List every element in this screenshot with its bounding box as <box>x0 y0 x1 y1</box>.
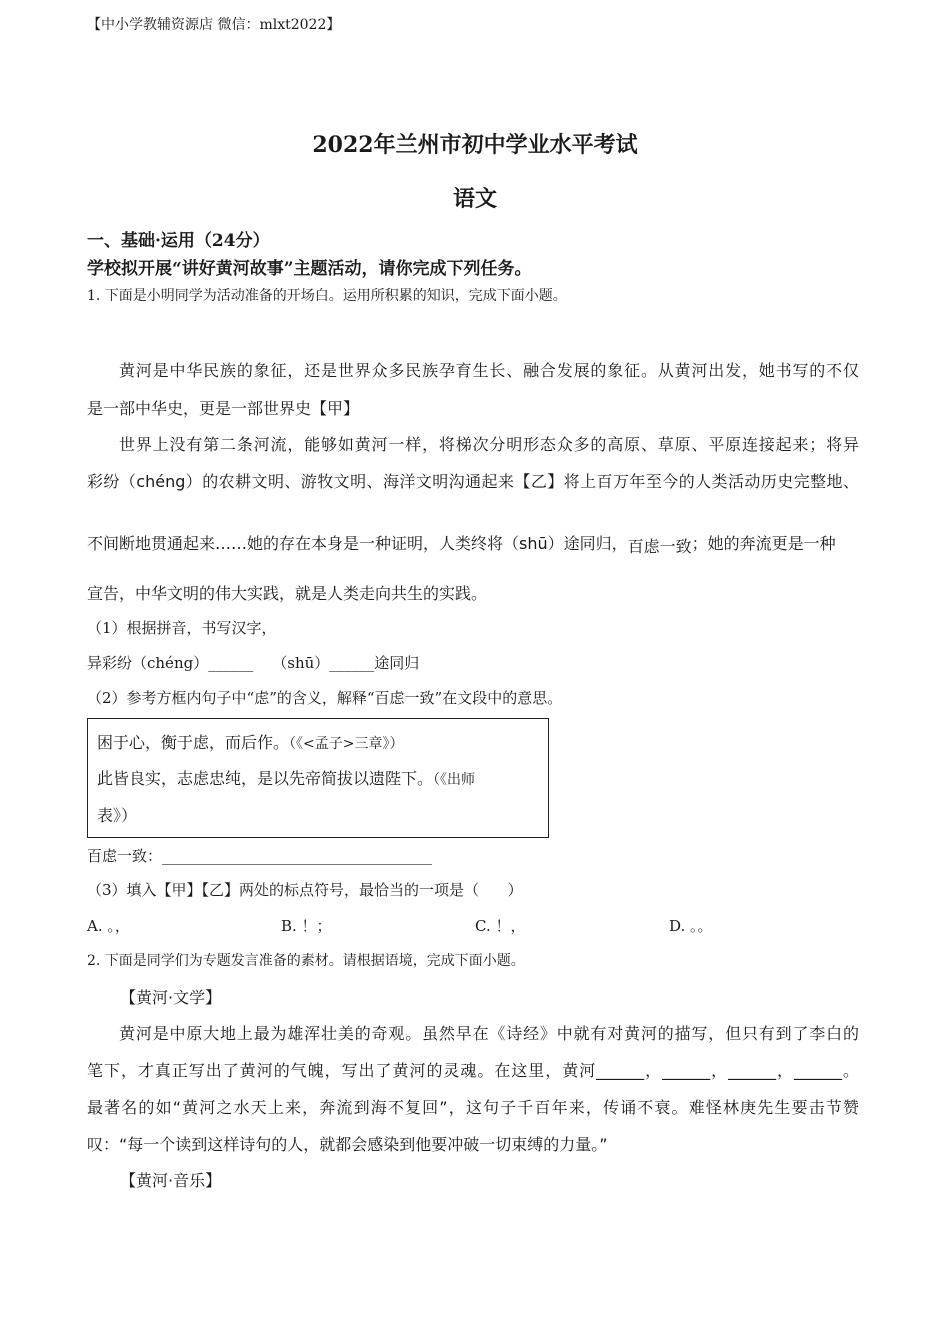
passage-line: 宣告，中华文明的伟大实践，就是人类走向共生的实践。 <box>87 584 488 603</box>
sub-question-1-answer: 异彩纷（chéng）______ （shū）______途同归 <box>87 654 420 672</box>
option-c[interactable]: C. ！， <box>475 917 526 935</box>
reference-source: （《<孟子>三章》） <box>289 736 404 752</box>
sub-question-2-answer: 百虑一致：____________________________________ <box>87 847 433 865</box>
section-heading: 一、基础·运用（24分） <box>87 231 270 251</box>
task-statement: 学校拟开展“讲好黄河故事”主题活动，请你完成下列任务。 <box>87 259 532 279</box>
section-literature-heading: 【黄河·文学】 <box>120 988 222 1007</box>
option-d[interactable]: D. 。。 <box>669 917 713 935</box>
passage-line: 彩纷（chéng）的农耕文明、游牧文明、海洋文明沟通起来【乙】将上百万年至今的人类活动历史完整地、 <box>87 472 859 491</box>
passage-segment: ；她的奔流更是一种 <box>691 534 836 553</box>
section-music-heading: 【黄河·音乐】 <box>120 1171 222 1190</box>
reference-box <box>87 718 549 838</box>
subject-title: 语文 <box>452 186 497 212</box>
reference-text: 困于心，衡于虑，而后作。 <box>97 733 290 752</box>
passage-line: 黄河是中华民族的象征，还是世界众多民族孕育生长、融合发展的象征。从黄河出发，她书写的不仅 <box>119 361 859 380</box>
passage-segment: 不间断地贯通起来……她的存在本身是一种证明，人类终将（shū）途同归， <box>87 534 628 553</box>
passage-line: 是一部中华史，更是一部世界史【甲】 <box>87 399 360 418</box>
reference-text: 此皆良实，志虑忠纯，是以先帝简拔以遗陛下。 <box>97 769 434 788</box>
passage-line: 世界上没有第二条河流，能够如黄河一样，将梯次分明形态众多的高原、草原、平原连接起来；将异 <box>119 435 859 454</box>
reference-line-2 <box>97 766 475 789</box>
sub-question-3-prompt: （3）填入【甲】【乙】两处的标点符号，最恰当的一项是（ ） <box>87 881 523 899</box>
idiom-highlight: 百虑一致 <box>627 537 692 556</box>
watermark: 【中小学教辅资源店 微信：mlxt2022】 <box>87 17 341 33</box>
reference-source: （《出师 <box>433 772 476 788</box>
reference-line-3: 表》） <box>97 806 138 825</box>
passage-line: 黄河是中原大地上最为雄浑壮美的奇观。虽然早在《诗经》中就有对黄河的描写，但只有到了李白的 <box>119 1024 859 1043</box>
passage-line <box>87 531 859 554</box>
sub-question-1-prompt: （1）根据拼音，书写汉字， <box>87 619 277 637</box>
passage-line: 最著名的如“黄河之水天上来，奔流到海不复回”，这句子千百年来，传诵不衰。难怪林庚先生要击节赞 <box>87 1098 859 1117</box>
exam-title: 2022年兰州市初中学业水平考试 <box>312 132 638 158</box>
passage-line: 叹：“每一个读到这样诗句的人，就都会感染到他要冲破一切束缚的力量。” <box>87 1135 608 1154</box>
reference-line-1 <box>97 730 403 753</box>
question-2-prompt: 2. 下面是同学们为专题发言准备的素材。请根据语境，完成下面小题。 <box>87 953 525 969</box>
sub-question-2-prompt: （2）参考方框内句子中“虑”的含义，解释“百虑一致”在文段中的意思。 <box>87 689 563 707</box>
option-b[interactable]: B. ！； <box>281 917 332 935</box>
option-a[interactable]: A. 。， <box>87 917 130 935</box>
passage-line: 笔下，才真正写出了黄河的气魄，写出了黄河的灵魂。在这里，黄河______，______，______，______。 <box>87 1061 859 1080</box>
question-1-prompt: 1. 下面是小明同学为活动准备的开场白。运用所积累的知识，完成下面小题。 <box>87 288 567 304</box>
